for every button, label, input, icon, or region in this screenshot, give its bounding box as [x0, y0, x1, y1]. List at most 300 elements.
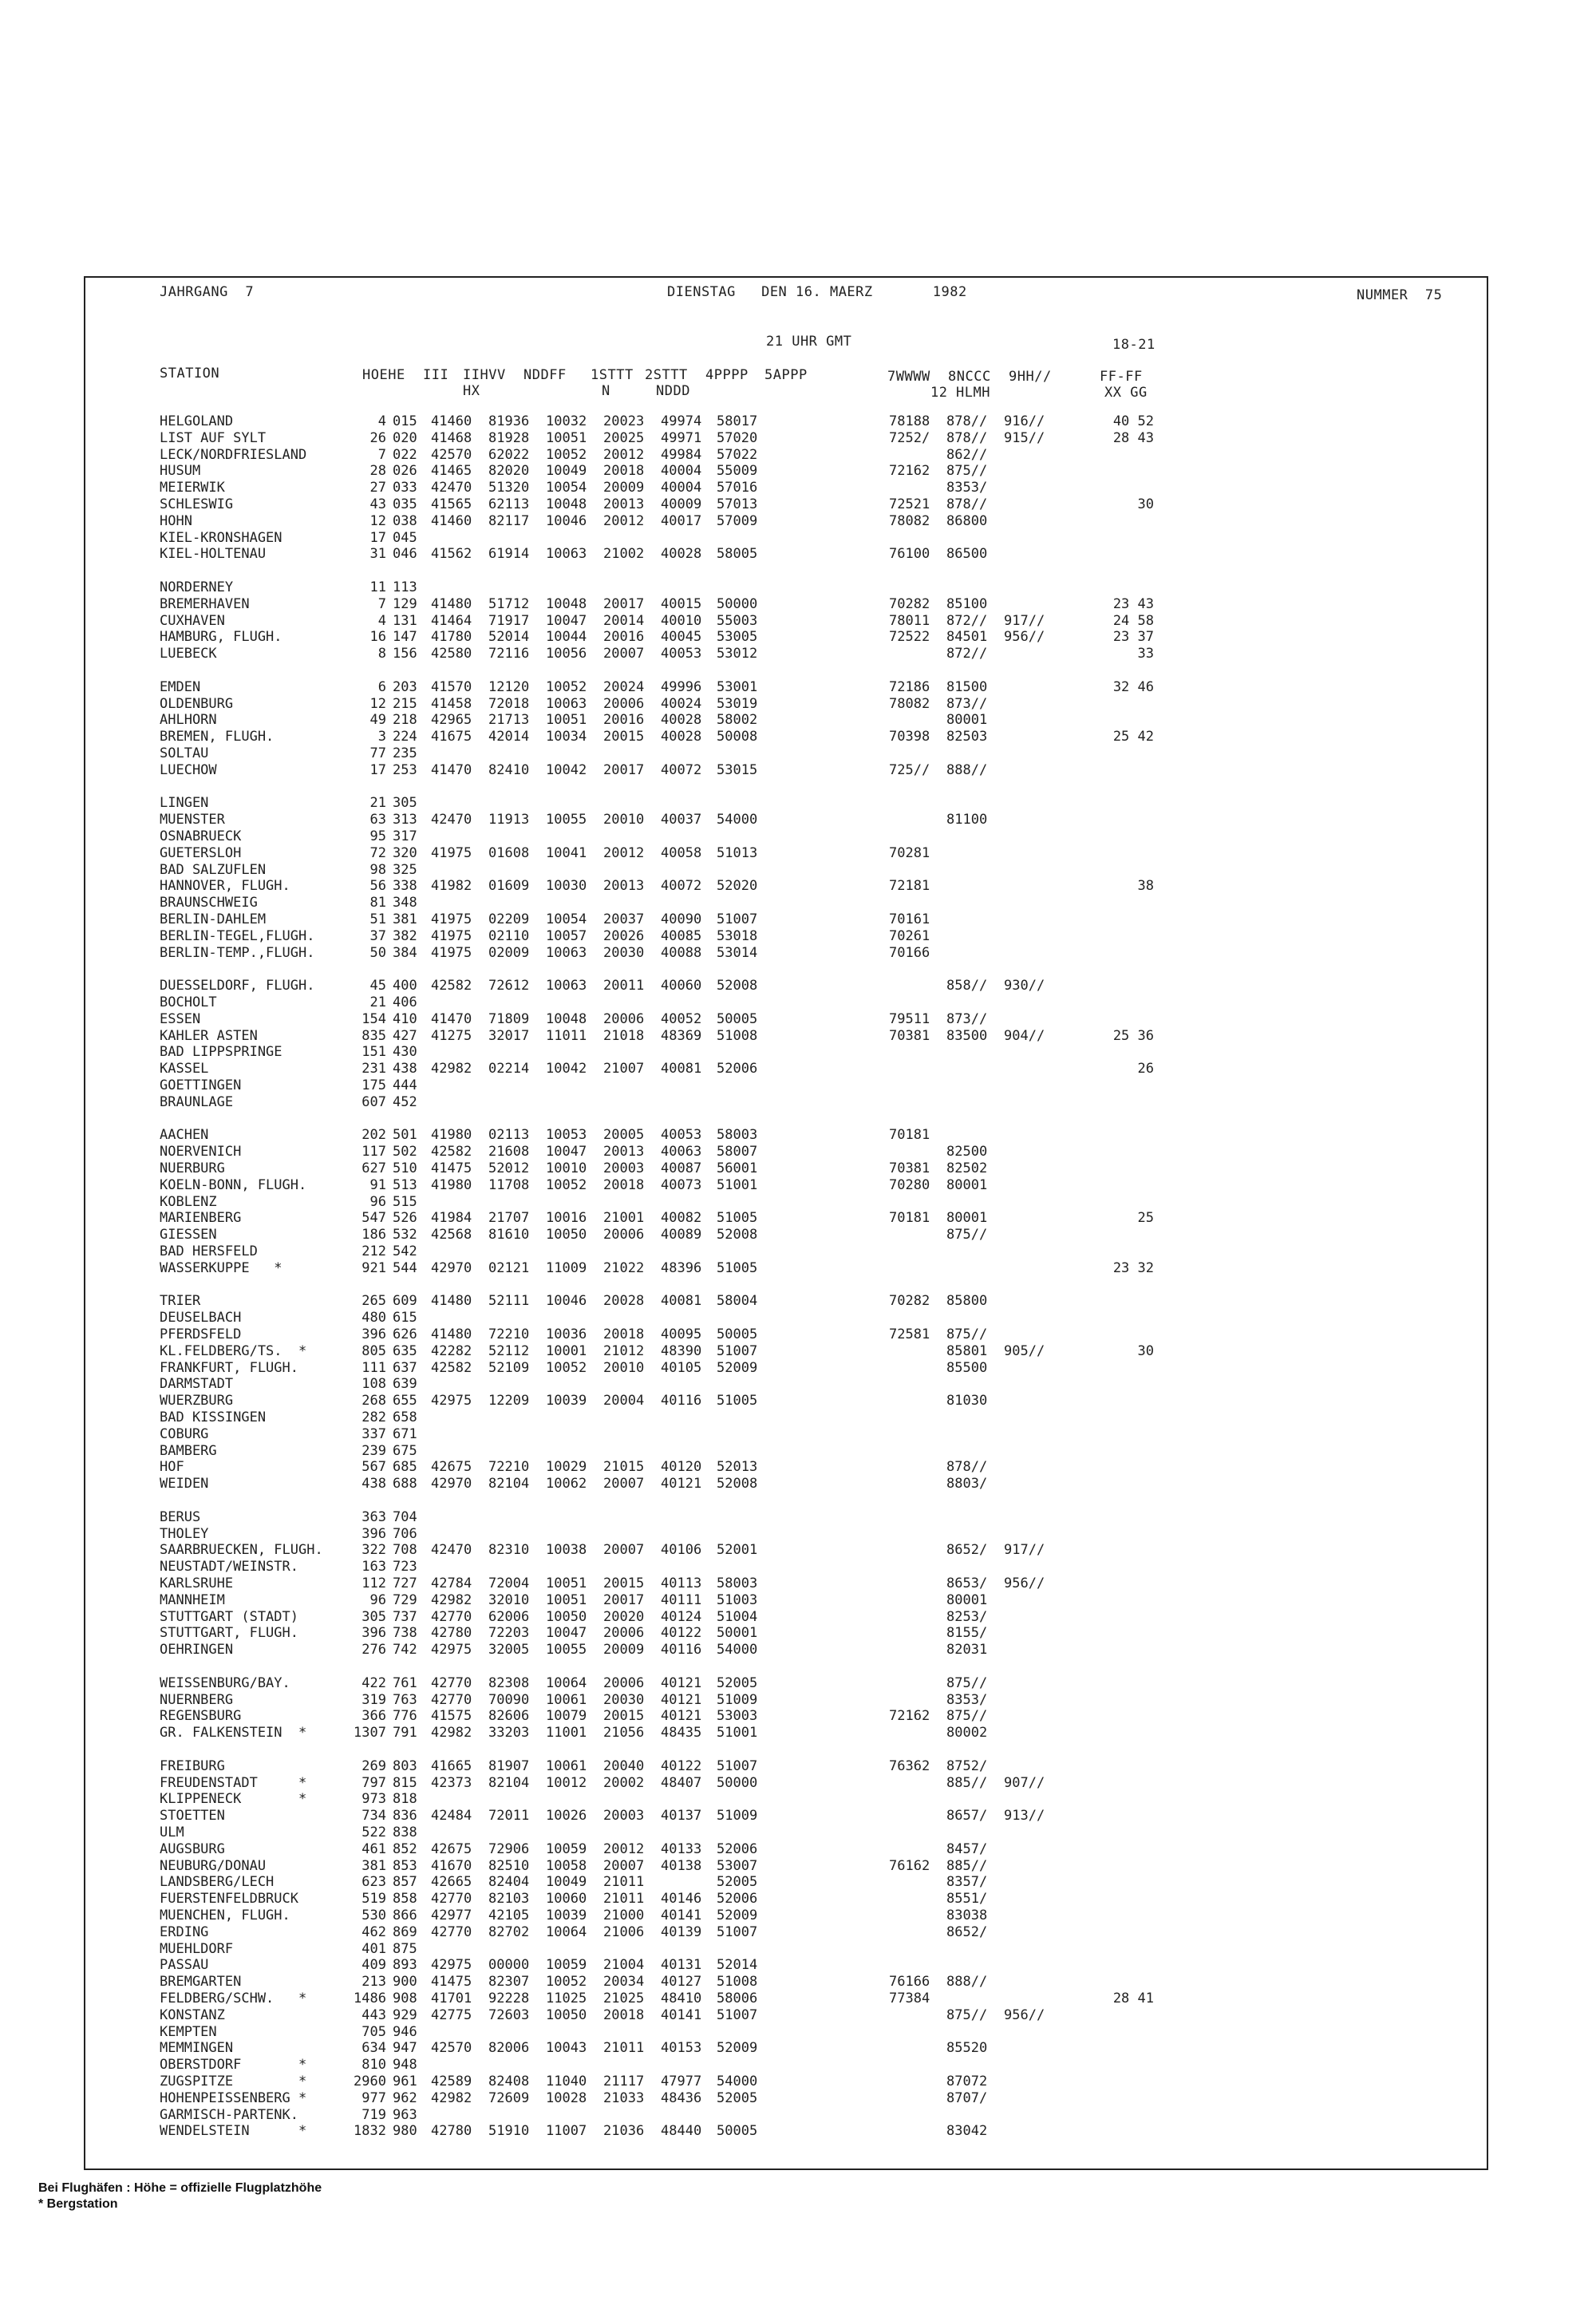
- cell-iihvv: 42589: [431, 2074, 472, 2089]
- cell-hoehe: 96: [369, 1591, 386, 1608]
- cell-iihvv: 42570: [431, 2040, 472, 2057]
- cell-iihvv: 42975: [431, 1957, 472, 1974]
- cell-iii: 542: [393, 1243, 417, 1259]
- footnote-mountain: * Bergstation: [38, 2197, 118, 2211]
- cell-iihvv: 42770: [431, 1608, 472, 1625]
- cell-2sttt: 21025: [603, 1991, 645, 2006]
- cell-4pppp: 40095: [661, 1326, 702, 1342]
- cell-iii: 893: [393, 1957, 417, 1974]
- cell-1sttt: 11040: [546, 2074, 587, 2089]
- cell-1sttt: 10044: [546, 629, 587, 646]
- cell-5appp: 51001: [717, 1725, 758, 1742]
- cell-station: LECK/NORDFRIESLAND: [160, 446, 307, 463]
- cell-hoehe: 37: [369, 927, 386, 944]
- cell-station: ULM: [160, 1825, 184, 1840]
- cell-4pppp: 40028: [661, 729, 702, 745]
- cell-7wwww: 72581: [889, 1326, 930, 1342]
- cell-2sttt: 20005: [603, 1127, 645, 1144]
- cell-station: LUECHOW: [160, 761, 217, 778]
- cell-nddff: 52111: [488, 1293, 530, 1310]
- col-4pppp: 4PPPP: [705, 367, 749, 383]
- cell-5appp: 58004: [717, 1293, 758, 1310]
- cell-7wwww: 78082: [889, 695, 930, 712]
- cell-8nccc: 85800: [946, 1293, 988, 1310]
- cell-5appp: 53003: [717, 1708, 758, 1725]
- cell-iii: 738: [393, 1625, 417, 1642]
- cell-hoehe: 213: [361, 1974, 386, 1991]
- cell-2sttt: 20010: [603, 812, 645, 828]
- cell-4pppp: 48369: [661, 1027, 702, 1044]
- cell-ffff: 30: [1137, 1342, 1154, 1359]
- cell-4pppp: 48390: [661, 1342, 702, 1359]
- cell-station: GUETERSLOH: [160, 844, 242, 861]
- cell-2sttt: 21006: [603, 1923, 645, 1940]
- cell-hoehe: 401: [361, 1940, 386, 1957]
- cell-station: BAD KISSINGEN: [160, 1409, 267, 1425]
- cell-2sttt: 20018: [603, 463, 645, 480]
- cell-1sttt: 10050: [546, 1608, 587, 1625]
- cell-station: BREMGARTEN: [160, 1974, 242, 1991]
- cell-station: EMDEN: [160, 678, 201, 695]
- cell-4pppp: 40085: [661, 927, 702, 944]
- cell-1sttt: 10028: [546, 2089, 587, 2106]
- cell-4pppp: 48407: [661, 1774, 702, 1791]
- cell-hoehe: 719: [361, 2106, 386, 2123]
- cell-nddff: 82103: [488, 1891, 530, 1908]
- cell-station: WENDELSTEIN *: [160, 2123, 307, 2140]
- cell-ffff: 25 42: [1112, 729, 1154, 745]
- cell-2sttt: 20006: [603, 1674, 645, 1691]
- cell-station: BRAUNSCHWEIG: [160, 895, 258, 911]
- cell-nddff: 81936: [488, 413, 530, 429]
- cell-ffff: 28 43: [1112, 429, 1154, 446]
- cell-8nccc: 878//: [946, 1459, 988, 1476]
- cell-8nccc: 86500: [946, 546, 988, 563]
- cell-4pppp: 40146: [661, 1891, 702, 1908]
- cell-iihvv: 42975: [431, 1642, 472, 1659]
- cell-7wwww: 78082: [889, 512, 930, 529]
- col-iii: III: [423, 367, 449, 383]
- cell-hoehe: 282: [361, 1409, 386, 1425]
- cell-hoehe: 522: [361, 1825, 386, 1840]
- cell-nddff: 70090: [488, 1691, 530, 1708]
- cell-iihvv: 41475: [431, 1974, 472, 1991]
- cell-iihvv: 41984: [431, 1210, 472, 1227]
- cell-1sttt: 11011: [546, 1027, 587, 1044]
- cell-2sttt: 21001: [603, 1210, 645, 1227]
- cell-1sttt: 11025: [546, 1991, 587, 2006]
- cell-2sttt: 20017: [603, 595, 645, 612]
- cell-iii: 406: [393, 994, 417, 1010]
- cell-1sttt: 10061: [546, 1691, 587, 1708]
- cell-nddff: 11708: [488, 1176, 530, 1193]
- cell-station: NOERVENICH: [160, 1144, 242, 1160]
- cell-hoehe: 154: [361, 1010, 386, 1027]
- cell-5appp: 51009: [717, 1691, 758, 1708]
- cell-1sttt: 10048: [546, 496, 587, 512]
- cell-iihvv: 41575: [431, 1708, 472, 1725]
- cell-iihvv: 41480: [431, 1326, 472, 1342]
- cell-hoehe: 72: [369, 844, 386, 861]
- col-9hh: 9HH//: [1009, 369, 1052, 385]
- cell-1sttt: 10064: [546, 1923, 587, 1940]
- cell-5appp: 56001: [717, 1160, 758, 1176]
- cell-5appp: 58003: [717, 1127, 758, 1144]
- cell-5appp: 52006: [717, 1891, 758, 1908]
- cell-nddff: 00000: [488, 1957, 530, 1974]
- cell-station: BERLIN-TEMP.,FLUGH.: [160, 944, 315, 961]
- cell-hoehe: 175: [361, 1077, 386, 1093]
- cell-8nccc: 878//: [946, 429, 988, 446]
- col-w12: 12: [930, 385, 948, 401]
- cell-1sttt: 10046: [546, 512, 587, 529]
- cell-nddff: 72609: [488, 2089, 530, 2106]
- cell-iii: 857: [393, 1874, 417, 1891]
- cell-station: ERDING: [160, 1923, 209, 1940]
- cell-hoehe: 212: [361, 1243, 386, 1259]
- cell-station: GOETTINGEN: [160, 1077, 242, 1093]
- cell-hoehe: 627: [361, 1160, 386, 1176]
- cell-hoehe: 805: [361, 1342, 386, 1359]
- cell-hoehe: 269: [361, 1757, 386, 1774]
- cell-5appp: 50008: [717, 729, 758, 745]
- cell-8nccc: 875//: [946, 1326, 988, 1342]
- cell-iii: 410: [393, 1010, 417, 1027]
- cell-4pppp: 40060: [661, 978, 702, 994]
- cell-5appp: 58007: [717, 1144, 758, 1160]
- cell-8nccc: 80001: [946, 1176, 988, 1193]
- cell-nddff: 61914: [488, 546, 530, 563]
- cell-ffff: 26: [1137, 1061, 1154, 1077]
- cell-5appp: 51003: [717, 1591, 758, 1608]
- cell-iihvv: 41562: [431, 546, 472, 563]
- cell-2sttt: 20007: [603, 1476, 645, 1492]
- cell-4pppp: 40121: [661, 1674, 702, 1691]
- cell-nddff: 82510: [488, 1857, 530, 1874]
- footnote-airport: Bei Flughäfen : Höhe = offizielle Flugplatzhöhe: [38, 2181, 322, 2195]
- cell-9hh: 930//: [1004, 978, 1045, 994]
- period-label: 18-21: [1112, 337, 1156, 353]
- cell-2sttt: 20016: [603, 712, 645, 729]
- cell-8nccc: 888//: [946, 761, 988, 778]
- cell-1sttt: 10043: [546, 2040, 587, 2057]
- cell-2sttt: 21036: [603, 2123, 645, 2140]
- cell-5appp: 51008: [717, 1027, 758, 1044]
- cell-1sttt: 10051: [546, 1575, 587, 1591]
- cell-nddff: 72018: [488, 695, 530, 712]
- cell-nddff: 52012: [488, 1160, 530, 1176]
- cell-station: WASSERKUPPE *: [160, 1259, 282, 1276]
- cell-8nccc: 82500: [946, 1144, 988, 1160]
- cell-station: MUENSTER: [160, 812, 225, 828]
- cell-station: WEIDEN: [160, 1476, 209, 1492]
- cell-2sttt: 21015: [603, 1459, 645, 1476]
- cell-4pppp: 40028: [661, 546, 702, 563]
- cell-1sttt: 10050: [546, 1227, 587, 1243]
- cell-ffff: 23 37: [1112, 629, 1154, 646]
- cell-2sttt: 20025: [603, 429, 645, 446]
- cell-1sttt: 10048: [546, 1010, 587, 1027]
- cell-1sttt: 10049: [546, 463, 587, 480]
- cell-1sttt: 10053: [546, 1127, 587, 1144]
- cell-iii: 708: [393, 1542, 417, 1559]
- cell-4pppp: 40028: [661, 712, 702, 729]
- cell-nddff: 72116: [488, 646, 530, 662]
- cell-2sttt: 20018: [603, 1326, 645, 1342]
- cell-station: BAMBERG: [160, 1442, 217, 1459]
- cell-4pppp: 48410: [661, 1991, 702, 2006]
- cell-nddff: 71809: [488, 1010, 530, 1027]
- cell-iii: 869: [393, 1923, 417, 1940]
- cell-1sttt: 10063: [546, 546, 587, 563]
- cell-5appp: 53019: [717, 695, 758, 712]
- cell-9hh: 956//: [1004, 1575, 1045, 1591]
- cell-nddff: 72210: [488, 1326, 530, 1342]
- cell-station: MANNHEIM: [160, 1591, 225, 1608]
- col-hoehe: HOEHE: [362, 367, 405, 383]
- cell-hoehe: 202: [361, 1127, 386, 1144]
- cell-hoehe: 363: [361, 1508, 386, 1525]
- cell-station: STUTTGART (STADT): [160, 1608, 298, 1625]
- cell-1sttt: 10052: [546, 1359, 587, 1376]
- cell-iii: 947: [393, 2040, 417, 2057]
- cell-nddff: 51910: [488, 2123, 530, 2140]
- cell-nddff: 92228: [488, 1991, 530, 2006]
- cell-iihvv: 41980: [431, 1127, 472, 1144]
- cell-5appp: 52005: [717, 1674, 758, 1691]
- cell-iii: 033: [393, 480, 417, 496]
- cell-hoehe: 231: [361, 1061, 386, 1077]
- cell-station: HOF: [160, 1459, 184, 1476]
- cell-2sttt: 20007: [603, 646, 645, 662]
- cell-4pppp: 40052: [661, 1010, 702, 1027]
- cell-hoehe: 422: [361, 1674, 386, 1691]
- cell-iii: 381: [393, 911, 417, 927]
- cell-8nccc: 85520: [946, 2040, 988, 2057]
- cell-5appp: 50005: [717, 1010, 758, 1027]
- cell-station: KIEL-HOLTENAU: [160, 546, 267, 563]
- cell-iii: 338: [393, 878, 417, 895]
- cell-nddff: 72203: [488, 1625, 530, 1642]
- cell-iii: 129: [393, 595, 417, 612]
- cell-nddff: 02113: [488, 1127, 530, 1144]
- cell-5appp: 53007: [717, 1857, 758, 1874]
- cell-1sttt: 10048: [546, 595, 587, 612]
- cell-1sttt: 10063: [546, 944, 587, 961]
- cell-4pppp: 40116: [661, 1642, 702, 1659]
- cell-8nccc: 85500: [946, 1359, 988, 1376]
- cell-iihvv: 41975: [431, 911, 472, 927]
- cell-hoehe: 607: [361, 1093, 386, 1110]
- cell-iii: 253: [393, 761, 417, 778]
- cell-ffff: 23 32: [1112, 1259, 1154, 1276]
- cell-2sttt: 20040: [603, 1757, 645, 1774]
- cell-2sttt: 21004: [603, 1957, 645, 1974]
- cell-station: LIST AUF SYLT: [160, 429, 267, 446]
- col-xxgg: XX GG: [1104, 385, 1148, 401]
- cell-iii: 852: [393, 1840, 417, 1857]
- cell-8nccc: 873//: [946, 695, 988, 712]
- cell-hoehe: 810: [361, 2057, 386, 2074]
- cell-2sttt: 20003: [603, 1808, 645, 1825]
- cell-8nccc: 84501: [946, 629, 988, 646]
- cell-nddff: 51320: [488, 480, 530, 496]
- cell-2sttt: 21007: [603, 1061, 645, 1077]
- cell-8nccc: 83038: [946, 1908, 988, 1923]
- cell-hoehe: 634: [361, 2040, 386, 2057]
- cell-4pppp: 48440: [661, 2123, 702, 2140]
- cell-1sttt: 10055: [546, 1642, 587, 1659]
- cell-5appp: 55009: [717, 463, 758, 480]
- cell-hoehe: 50: [369, 944, 386, 961]
- cell-4pppp: 48396: [661, 1259, 702, 1276]
- cell-2sttt: 20009: [603, 480, 645, 496]
- cell-hoehe: 396: [361, 1625, 386, 1642]
- cell-station: ZUGSPITZE *: [160, 2074, 307, 2089]
- cell-8nccc: 81030: [946, 1393, 988, 1409]
- cell-5appp: 58005: [717, 546, 758, 563]
- cell-iii: 853: [393, 1857, 417, 1874]
- cell-station: COBURG: [160, 1425, 209, 1442]
- cell-hoehe: 21: [369, 994, 386, 1010]
- cell-iii: 526: [393, 1210, 417, 1227]
- cell-8nccc: 80001: [946, 1591, 988, 1608]
- cell-2sttt: 20015: [603, 729, 645, 745]
- cell-nddff: 82408: [488, 2074, 530, 2089]
- cell-station: HAMBURG, FLUGH.: [160, 629, 282, 646]
- cell-1sttt: 10079: [546, 1708, 587, 1725]
- cell-iii: 156: [393, 646, 417, 662]
- cell-iihvv: 42770: [431, 1923, 472, 1940]
- cell-station: NEUSTADT/WEINSTR.: [160, 1559, 298, 1575]
- cell-station: FREUDENSTADT *: [160, 1774, 307, 1791]
- cell-5appp: 51005: [717, 1393, 758, 1409]
- cell-hoehe: 117: [361, 1144, 386, 1160]
- cell-iihvv: 41480: [431, 1293, 472, 1310]
- cell-2sttt: 20012: [603, 1840, 645, 1857]
- cell-2sttt: 20034: [603, 1974, 645, 1991]
- cell-2sttt: 20006: [603, 1625, 645, 1642]
- cell-nddff: 11913: [488, 812, 530, 828]
- cell-5appp: 51004: [717, 1608, 758, 1625]
- cell-5appp: 50001: [717, 1625, 758, 1642]
- cell-1sttt: 10034: [546, 729, 587, 745]
- col-station: STATION: [160, 366, 220, 382]
- cell-5appp: 51007: [717, 1757, 758, 1774]
- cell-8nccc: 888//: [946, 1974, 988, 1991]
- cell-2sttt: 21011: [603, 2040, 645, 2057]
- cell-1sttt: 10042: [546, 1061, 587, 1077]
- cell-station: NUERBURG: [160, 1160, 225, 1176]
- cell-nddff: 02121: [488, 1259, 530, 1276]
- cell-5appp: 57020: [717, 429, 758, 446]
- cell-hoehe: 26: [369, 429, 386, 446]
- cell-4pppp: 40082: [661, 1210, 702, 1227]
- cell-7wwww: 70161: [889, 911, 930, 927]
- cell-iii: 320: [393, 844, 417, 861]
- cell-2sttt: 20011: [603, 978, 645, 994]
- cell-nddff: 81907: [488, 1757, 530, 1774]
- cell-iihvv: 42982: [431, 2089, 472, 2106]
- cell-1sttt: 10047: [546, 1625, 587, 1642]
- cell-station: OLDENBURG: [160, 695, 234, 712]
- cell-1sttt: 10051: [546, 429, 587, 446]
- cell-2sttt: 21056: [603, 1725, 645, 1742]
- cell-4pppp: 49971: [661, 429, 702, 446]
- cell-7wwww: 70281: [889, 844, 930, 861]
- cell-iihvv: 42570: [431, 446, 472, 463]
- cell-nddff: 82117: [488, 512, 530, 529]
- cell-iihvv: 42282: [431, 1342, 472, 1359]
- cell-2sttt: 21022: [603, 1259, 645, 1276]
- cell-hoehe: 11: [369, 579, 386, 595]
- cell-nddff: 82606: [488, 1708, 530, 1725]
- cell-5appp: 51007: [717, 1342, 758, 1359]
- cell-5appp: 53005: [717, 629, 758, 646]
- cell-1sttt: 10030: [546, 878, 587, 895]
- cell-2sttt: 20016: [603, 629, 645, 646]
- cell-iii: 510: [393, 1160, 417, 1176]
- cell-iii: 858: [393, 1891, 417, 1908]
- table-frame: [84, 276, 1488, 2170]
- cell-station: NORDERNEY: [160, 579, 234, 595]
- cell-4pppp: 40004: [661, 463, 702, 480]
- cell-nddff: 81928: [488, 429, 530, 446]
- cell-station: FUERSTENFELDBRUCK: [160, 1891, 298, 1908]
- cell-7wwww: 76166: [889, 1974, 930, 1991]
- cell-iii: 963: [393, 2106, 417, 2123]
- cell-8nccc: 8653/: [946, 1575, 988, 1591]
- cell-iihvv: 41470: [431, 761, 472, 778]
- cell-iii: 948: [393, 2057, 417, 2074]
- cell-iii: 382: [393, 927, 417, 944]
- cell-1sttt: 10054: [546, 911, 587, 927]
- cell-hoehe: 98: [369, 861, 386, 878]
- cell-hoehe: 186: [361, 1227, 386, 1243]
- cell-2sttt: 20020: [603, 1608, 645, 1625]
- cell-9hh: 907//: [1004, 1774, 1045, 1791]
- cell-1sttt: 10059: [546, 1957, 587, 1974]
- cell-iii: 313: [393, 812, 417, 828]
- cell-station: HUSUM: [160, 463, 201, 480]
- cell-nddff: 62022: [488, 446, 530, 463]
- cell-station: GARMISCH-PARTENK.: [160, 2106, 298, 2123]
- cell-5appp: 51009: [717, 1808, 758, 1825]
- cell-8nccc: 83500: [946, 1027, 988, 1044]
- col-hlmh: HLMH: [956, 385, 990, 401]
- cell-iii: 761: [393, 1674, 417, 1691]
- cell-nddff: 82410: [488, 761, 530, 778]
- cell-1sttt: 11007: [546, 2123, 587, 2140]
- cell-5appp: 52008: [717, 1227, 758, 1243]
- cell-iihvv: 41565: [431, 496, 472, 512]
- cell-station: ESSEN: [160, 1010, 201, 1027]
- cell-2sttt: 20037: [603, 911, 645, 927]
- cell-hoehe: 151: [361, 1044, 386, 1061]
- col-2sttt: 2STTT: [645, 367, 688, 383]
- cell-5appp: 52020: [717, 878, 758, 895]
- cell-iii: 544: [393, 1259, 417, 1276]
- cell-4pppp: 40121: [661, 1476, 702, 1492]
- cell-hoehe: 28: [369, 463, 386, 480]
- jahrgang-label: JAHRGANG 7: [160, 284, 255, 300]
- cell-7wwww: 72162: [889, 1708, 930, 1725]
- cell-station: DEUSELBACH: [160, 1310, 242, 1326]
- cell-station: GR. FALKENSTEIN *: [160, 1725, 307, 1742]
- cell-8nccc: 8752/: [946, 1757, 988, 1774]
- cell-1sttt: 10046: [546, 1293, 587, 1310]
- cell-4pppp: 40063: [661, 1144, 702, 1160]
